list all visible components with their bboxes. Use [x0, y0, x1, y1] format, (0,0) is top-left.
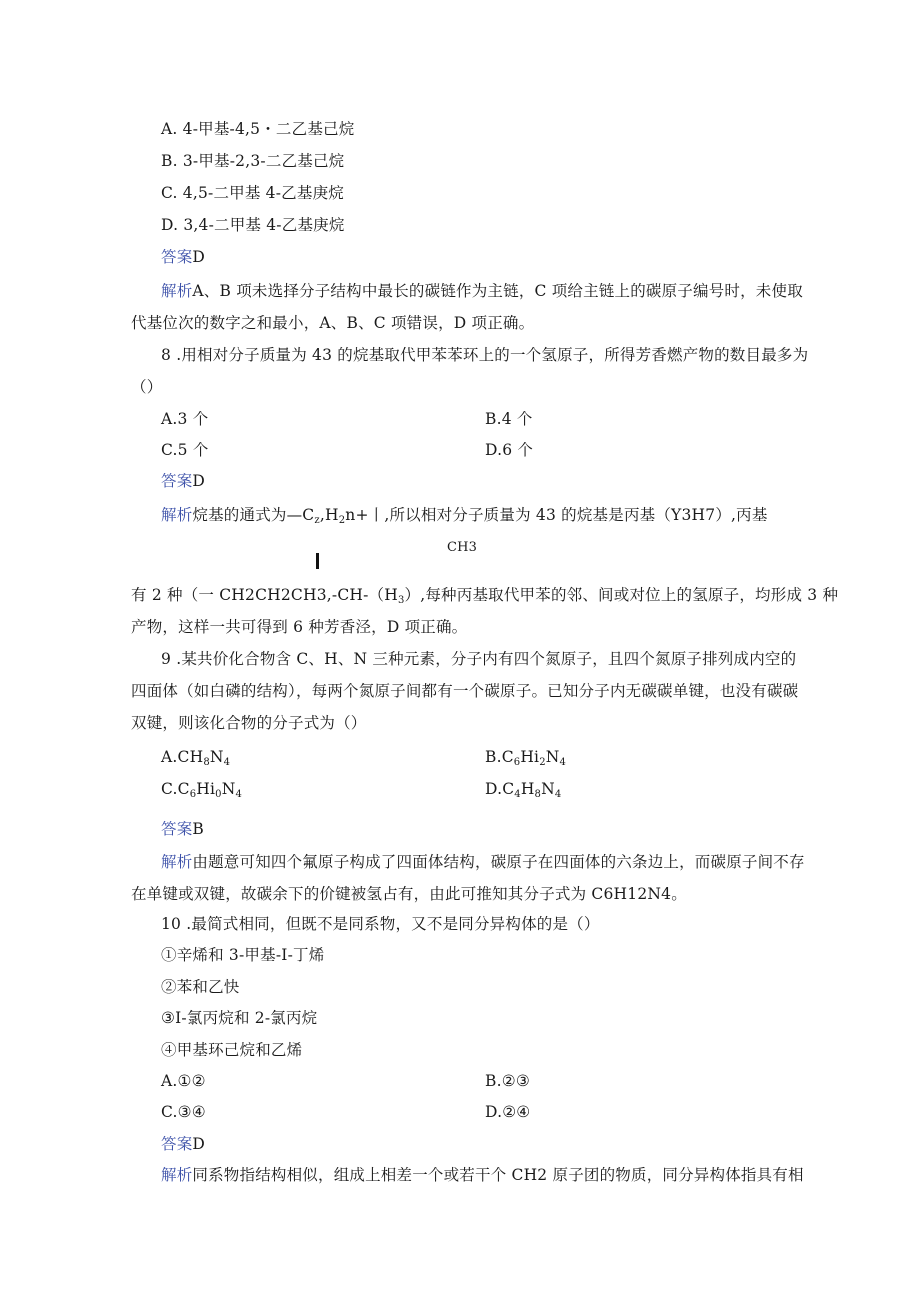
- analysis-text: 同系物指结构相似，组成上相差一个或若干个 CH2 原子团的物质，同分异构体指具有相: [192, 1166, 804, 1184]
- subscript: 6: [189, 789, 197, 800]
- q8-option-c: C.5 个: [161, 441, 209, 459]
- option-text: A.CH: [161, 748, 204, 766]
- answer-label: 答案: [161, 820, 193, 838]
- q9-analysis-line-2: 在单键或双键，故碳余下的价键被氢占有，由此可推知其分子式为 C6H12N4。: [131, 885, 687, 903]
- q8-option-b: B.4 个: [485, 410, 533, 428]
- q8-analysis-line-3: 产物，这样一共可得到 6 种芳香泾，D 项正确。: [131, 618, 468, 636]
- q7-analysis-line-2: 代基位次的数字之和最小，A、B、C 项错误，D 项正确。: [131, 314, 535, 332]
- q8-structure-ch3: CH3: [447, 540, 478, 555]
- subscript: z: [314, 515, 320, 526]
- q8-stem-line-1: 8 .用相对分子质量为 43 的烷基取代甲苯苯环上的一个氢原子，所得芳香燃产物的数目最多为: [161, 346, 809, 364]
- bond-line-icon: [316, 553, 319, 569]
- subscript: 0: [215, 789, 222, 800]
- option-text: C.C: [161, 780, 190, 798]
- analysis-text: ）,每种丙基取代甲苯的邻、间或对位上的氢原子，均形成 3 种: [404, 586, 839, 604]
- q8-answer: [161, 471, 205, 491]
- q8-option-d: D.6 个: [485, 441, 534, 459]
- subscript: 6: [513, 757, 521, 768]
- q7-answer: [161, 247, 205, 267]
- q10-option-c: C.③④: [161, 1103, 206, 1121]
- option-text: D.C: [485, 780, 515, 798]
- answer-label: 答案: [161, 472, 193, 490]
- q9-option-c: [161, 779, 242, 799]
- subscript: 4: [235, 789, 243, 800]
- analysis-text: A、B 项未选择分子结构中最长的碳链作为主链，C 项给主链上的碳原子编号时，未使取: [192, 282, 803, 300]
- option-text: N: [541, 780, 555, 798]
- q7-option-d: D. 3,4-二甲基 4-乙基庚烷: [161, 216, 345, 234]
- subscript: 2: [539, 757, 546, 768]
- analysis-text: 烷基的通式为—C: [192, 506, 315, 524]
- option-text: H: [520, 780, 535, 798]
- q9-analysis-line-1: [161, 852, 805, 872]
- q10-answer: [161, 1134, 205, 1154]
- q9-answer: [161, 819, 204, 839]
- analysis-label: 解析: [161, 282, 193, 300]
- q10-analysis-line-1: [161, 1165, 804, 1185]
- q7-option-b: B. 3-甲基-2,3-二乙基己烷: [161, 152, 345, 170]
- analysis-label: 解析: [161, 1166, 193, 1184]
- q10-option-b: B.②③: [485, 1072, 530, 1090]
- q10-item-2: ②苯和乙快: [161, 978, 240, 996]
- subscript: 8: [534, 789, 542, 800]
- q7-option-a: A. 4-甲基-4,5・二乙基己烷: [161, 120, 355, 138]
- subscript: 2: [338, 515, 346, 526]
- answer-value: D: [192, 472, 206, 490]
- q10-item-3: ③I-氯丙烷和 2-氯丙烷: [161, 1009, 318, 1027]
- q9-option-b: [485, 747, 566, 767]
- option-text: N: [545, 748, 560, 766]
- q10-item-1: ①辛烯和 3-甲基-I-丁烯: [161, 946, 325, 964]
- answer-label: 答案: [161, 248, 193, 266]
- q9-option-d: [485, 779, 561, 799]
- option-text: N: [209, 748, 224, 766]
- subscript: 4: [559, 757, 567, 768]
- answer-value: D: [192, 248, 206, 266]
- q9-stem-line-2: 四面体（如白磷的结构），每两个氮原子间都有一个碳原子。已知分子内无碳碳单键，也没有碳碳: [131, 682, 799, 700]
- analysis-text: ,H: [319, 506, 339, 524]
- option-text: Hi: [196, 780, 216, 798]
- analysis-text: 由题意可知四个氟原子构成了四面体结构，碳原子在四面体的六条边上，而碳原子间不存: [192, 853, 805, 871]
- option-text: N: [221, 780, 236, 798]
- subscript: 8: [203, 757, 210, 768]
- subscript: 4: [223, 757, 231, 768]
- q9-stem-line-1: 9 .某共价化合物含 C、H、N 三种元素，分子内有四个氮原子，且四个氮原子排列成内空的: [161, 650, 797, 668]
- analysis-text: 有 2 种（一 CH2CH2CH3,-CH-（H: [131, 586, 398, 604]
- analysis-label: 解析: [161, 853, 193, 871]
- option-text: Hi: [520, 748, 540, 766]
- q8-option-a: A.3 个: [161, 410, 209, 428]
- answer-value: D: [192, 1135, 206, 1153]
- option-text: B.C: [485, 748, 514, 766]
- q8-analysis-line-1: [161, 505, 768, 525]
- analysis-label: 解析: [161, 506, 193, 524]
- subscript: 4: [514, 789, 521, 800]
- q7-analysis-line-1: [161, 281, 803, 301]
- q9-option-a: [161, 747, 230, 767]
- q8-analysis-line-2: [131, 585, 838, 605]
- q10-option-a: A.①②: [161, 1072, 206, 1090]
- q10-stem: 10 .最简式相同，但既不是同系物，又不是同分异构体的是（）: [161, 915, 600, 933]
- answer-label: 答案: [161, 1135, 193, 1153]
- q10-item-4: ④甲基环己烷和乙烯: [161, 1041, 303, 1059]
- q7-option-c: C. 4,5-二甲基 4-乙基庚烷: [161, 184, 344, 202]
- analysis-text: n+丨,所以相对分子质量为 43 的烷基是丙基（Y3H7）,丙基: [345, 506, 768, 524]
- q8-stem-line-2: （）: [131, 378, 163, 396]
- answer-value: B: [192, 820, 204, 838]
- subscript: 3: [397, 595, 405, 606]
- subscript: 4: [554, 789, 562, 800]
- q10-option-d: D.②④: [485, 1103, 531, 1121]
- q9-stem-line-3: 双键，则该化合物的分子式为（）: [131, 714, 367, 732]
